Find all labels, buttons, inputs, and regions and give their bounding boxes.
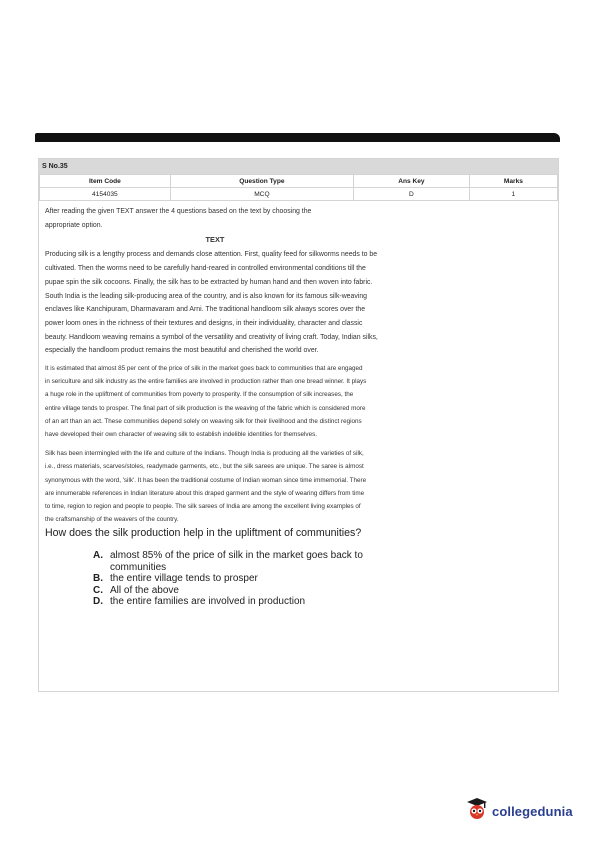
option-text: the entire village tends to prosper [110, 573, 258, 585]
question-type-value: MCQ [170, 188, 353, 201]
option-letter: B. [93, 573, 103, 585]
passage-paragraph-1: Producing silk is a lengthy process and demands close attention. First, quality feed for silkworms needs to be cultivated. Then the worms need to be carefully hand-reared in controlled environmental conditions till the pupae spin the silk cocoons. Finally, the silk has to be extracted by human hand and then woven into fabric. South India is the leading silk-producing area of the country, and is also known for its famous silk-weaving enclaves like Kanchipuram, Dharmavaram and Arni. The traditional handloom silk always scores over the power loom ones in the richness of their textures and designs, in their individuality, character and classic beauty. Handloom weaving remains a symbol of the versatility and creativity of living craft. Today, Indian silks, especially the handloom product remains the most beautiful and cherished the world over. [45, 251, 378, 355]
passage-paragraph-3: Silk has been intermingled with the life and culture of the Indians. Though India is producing all the varieties of silk, i.e., dress materials, scarves/stoles, readymade garments, etc., but the silk sarees are unique. The saree is almost synonymous with the word, 'silk'. It has been the traditional costume of Indian woman since time immemorial. There are innumerable references in Indian literature about this draped garment and the style of wearing differs from time to time, region to region and people to people. The silk sarees of India are among the excellent living examples of the craftsmanship of the weavers of the country. [45, 450, 367, 524]
option-c[interactable] [93, 585, 558, 596]
option-letter: C. [93, 584, 103, 596]
answer-options [93, 550, 558, 607]
option-text: the entire families are involved in production [110, 596, 306, 608]
text-title: TEXT [205, 235, 225, 245]
option-b[interactable] [93, 573, 558, 584]
item-code-value: 4154035 [40, 188, 171, 201]
option-text: All of the above [110, 584, 179, 596]
ans-key-value: D [353, 188, 469, 201]
question-card [38, 158, 559, 692]
marks-value: 1 [469, 188, 557, 201]
serial-number: S No.35 [39, 159, 558, 174]
item-code-header: Item Code [40, 175, 171, 188]
question-type-header: Question Type [170, 175, 353, 188]
passage-content [39, 201, 558, 540]
instruction-text: After reading the given TEXT answer the 4 questions based on the text by choosing the appropriate option. [45, 208, 312, 229]
ans-key-header: Ans Key [353, 175, 469, 188]
question-text: How does the silk production help in the upliftment of communities? [45, 527, 362, 540]
passage-paragraph-2: It is estimated that almost 85 per cent of the price of silk in the market goes back to communities that are engaged in sericulture and silk industry as the entire families are involved in production rather than one bread winner. It plays a huge role in the upliftment of communities from poverty to prosperity. If the consumption of silk increases, the entire village tends to prosper. The final part of silk production is the weaving of the fabric which is considered more of an art than an act. These communities depend solely on weaving silk for their livelihood and the distinct regions have developed their own character of weaving silk to establish indelible identities for themselves. [45, 365, 367, 439]
option-d[interactable] [93, 596, 558, 607]
option-letter: A. [93, 550, 103, 562]
option-text: almost 85% of the price of silk in the market goes back to communities [110, 550, 363, 573]
table-header-row [40, 175, 558, 188]
collegedunia-logo[interactable] [466, 797, 573, 826]
top-black-bar [35, 133, 560, 142]
option-letter: D. [93, 596, 103, 608]
brand-name: collegedunia [492, 804, 573, 819]
item-meta-table [39, 174, 558, 201]
graduate-owl-icon [466, 797, 488, 826]
marks-header: Marks [469, 175, 557, 188]
option-a[interactable] [93, 550, 558, 573]
table-row [40, 188, 558, 201]
